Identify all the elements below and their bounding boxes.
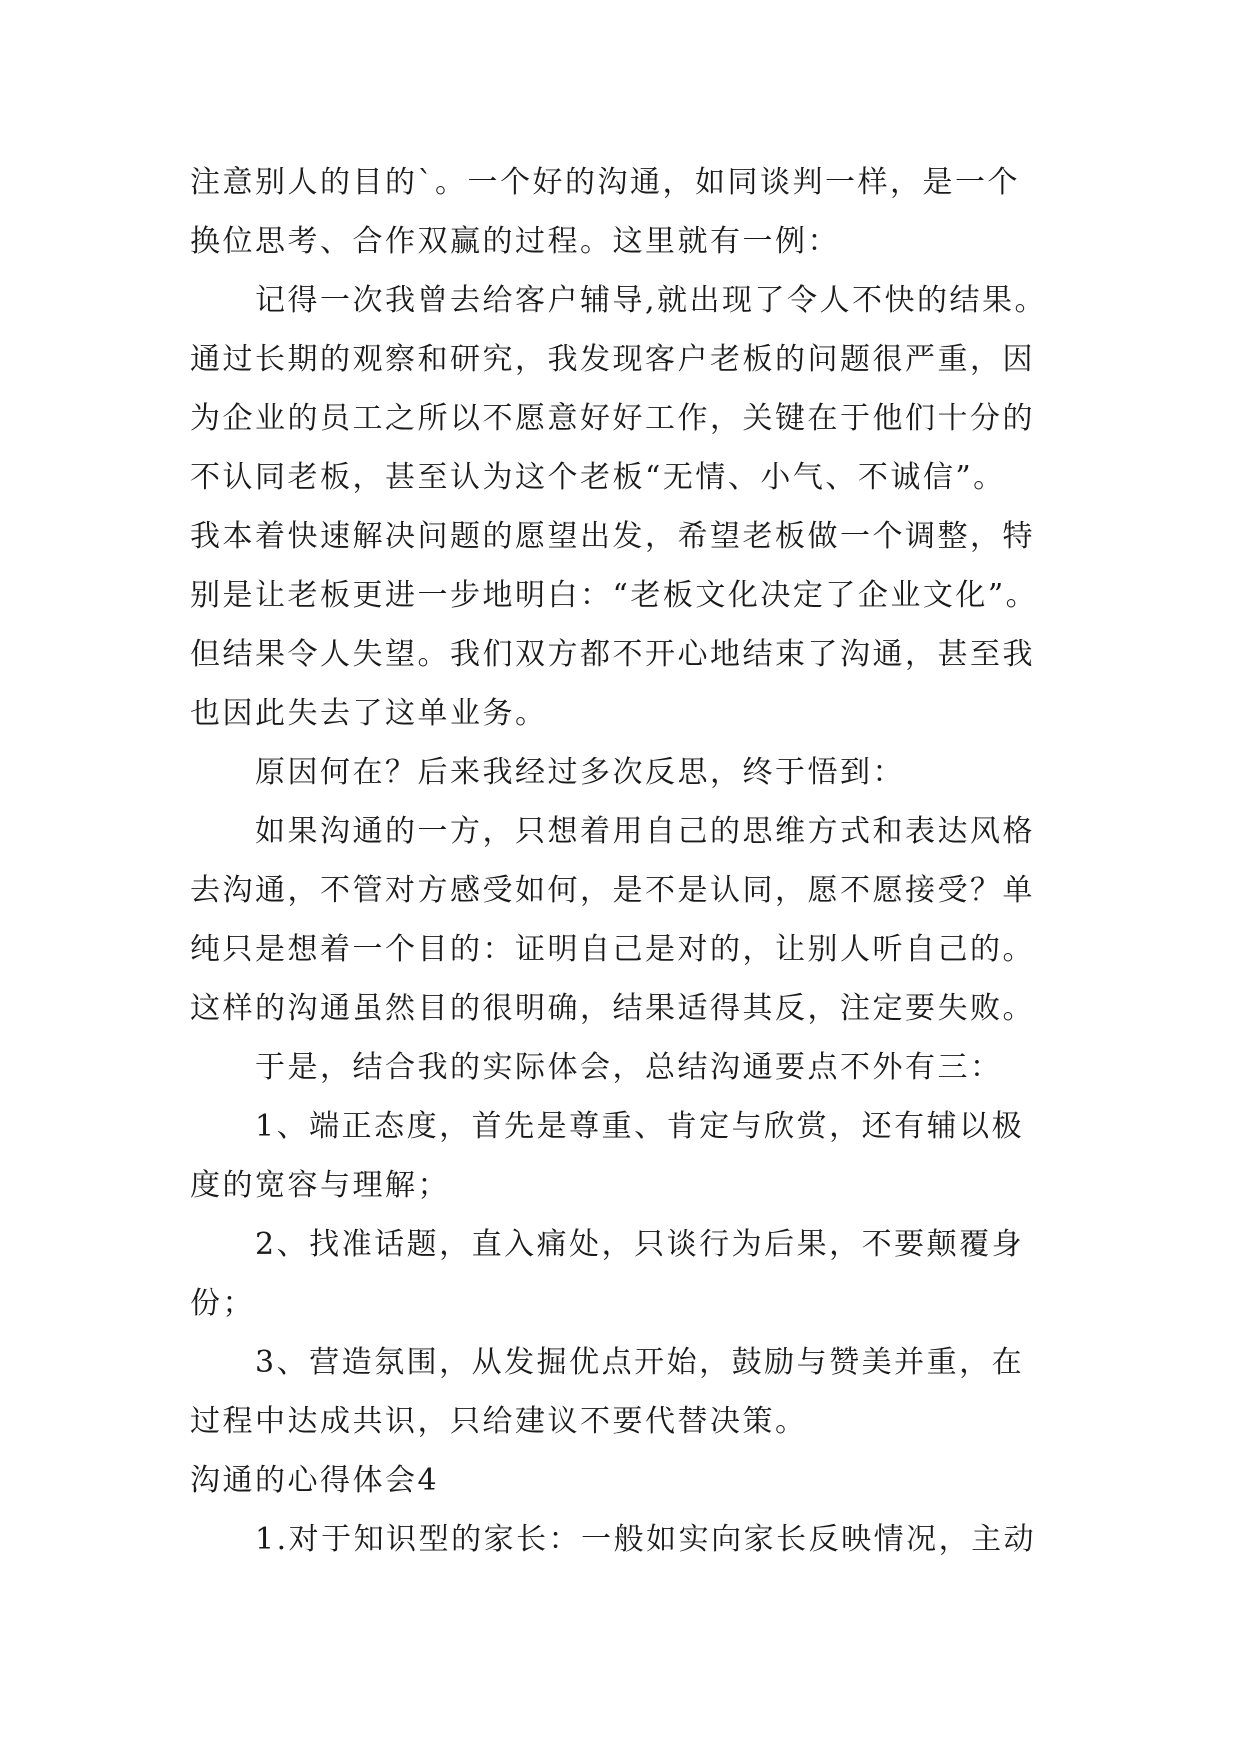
text-line: 份； [190, 1286, 255, 1321]
list-item-1: 1、端正态度，首先是尊重、肯定与欣赏，还有辅以极 [255, 1109, 1025, 1144]
paragraph-start: 于是，结合我的实际体会，总结沟通要点不外有三： [255, 1050, 1003, 1085]
text-line: 不认同老板，甚至认为这个老板“无情、小气、不诚信”。 [190, 460, 1006, 495]
text-line: 去沟通，不管对方感受如何，是不是认同，愿不愿接受？单 [190, 873, 1035, 908]
text-line: 纯只是想着一个目的：证明自己是对的，让别人听自己的。 [190, 932, 1035, 967]
text-line: 度的宽容与理解； [190, 1168, 450, 1203]
text-line: 换位思考、合作双赢的过程。这里就有一例： [190, 224, 840, 259]
section-heading: 沟通的心得体会4 [190, 1463, 440, 1498]
list-item-2: 2、找准话题，直入痛处，只谈行为后果，不要颠覆身 [255, 1227, 1025, 1262]
paragraph-start: 如果沟通的一方，只想着用自己的思维方式和表达风格 [255, 814, 1035, 849]
text-line: 我本着快速解决问题的愿望出发，希望老板做一个调整，特 [190, 519, 1035, 554]
paragraph-start: 记得一次我曾去给客户辅导,就出现了令人不快的结果。 [255, 283, 1048, 318]
text-line: 但结果令人失望。我们双方都不开心地结束了沟通，甚至我 [190, 637, 1035, 672]
text-line: 别是让老板更进一步地明白：“老板文化决定了企业文化”。 [190, 578, 1039, 613]
text-line: 过程中达成共识，只给建议不要代替决策。 [190, 1404, 808, 1439]
text-line: 注意别人的目的`。一个好的沟通，如同谈判一样，是一个 [190, 165, 1020, 200]
list-item-3: 3、营造氛围，从发掘优点开始，鼓励与赞美并重，在 [255, 1345, 1025, 1380]
text-line: 通过长期的观察和研究，我发现客户老板的问题很严重，因 [190, 342, 1035, 377]
text-line: 也因此失去了这单业务。 [190, 696, 548, 731]
paragraph-start: 原因何在？后来我经过多次反思，终于悟到： [255, 755, 905, 790]
text-line: 这样的沟通虽然目的很明确，结果适得其反，注定要失败。 [190, 991, 1035, 1026]
text-line: 为企业的员工之所以不愿意好好工作，关键在于他们十分的 [190, 401, 1035, 436]
list-item-1: 1.对于知识型的家长：一般如实向家长反映情况，主动 [255, 1522, 1037, 1557]
